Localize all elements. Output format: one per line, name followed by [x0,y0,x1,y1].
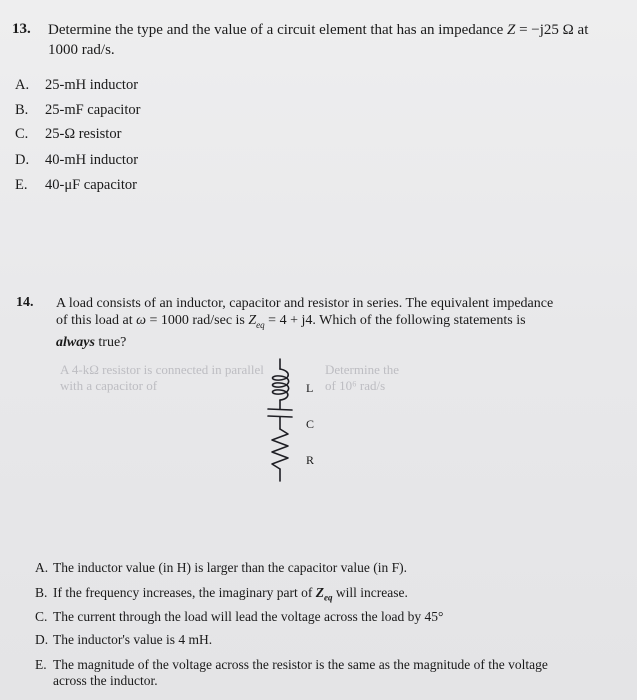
capacitor-plate-top [268,409,292,410]
bleed-through-text-1: A 4-kΩ resistor is connected in parallel [60,362,264,377]
question-14-text: A load consists of an inductor, capacitor and resistor in series. The equivalent impedance of this load at ω = 1000 rad/sec is $Z_{eq} = 4 + j4$. Which of the following statements is always true? [56,296,554,350]
q14-option-e: E. The magnitude of the voltage across the resistor is the same as the magnitude of the voltage across the inductor. [35,657,548,688]
q13-option-b: B. 25-mF capacitor [15,102,141,118]
inductor-label: L [306,381,314,395]
bleed-through-text-2: with a capacitor of [60,378,158,393]
bleed-through-text-4: of 10⁶ rad/s [325,378,386,393]
q14-option-b: B. If the frequency increases, the imaginary part of $Z_{eq}$ will increase. [35,585,408,603]
q14-option-d: D. The inductor's value is 4 mH. [35,632,213,647]
bleed-through-text-3: Determine the [325,362,399,377]
resistor-label: R [306,453,315,467]
resistor-symbol [272,429,288,469]
capacitor-label: C [306,417,315,431]
inductor-symbol [273,369,289,400]
q14-option-c: C. The current through the load will lead the voltage across the load by 45° [35,609,444,624]
question-14-number: 14. [16,295,34,310]
question-13-text: Determine the type and the value of a circuit element that has an impedance Z = −j25 Ω at 1000 rad/s. [48,22,589,58]
q14-option-a: A. The inductor value (in H) is larger than the capacitor value (in F). [35,560,407,575]
q13-option-a: A. 25-mH inductor [15,77,139,93]
q13-option-e: E. 40-μF capacitor [15,177,137,193]
q13-option-d: D. 40-mH inductor [15,152,139,168]
question-13-number: 13. [12,21,31,37]
q13-option-c: C. 25-Ω resistor [15,126,122,142]
